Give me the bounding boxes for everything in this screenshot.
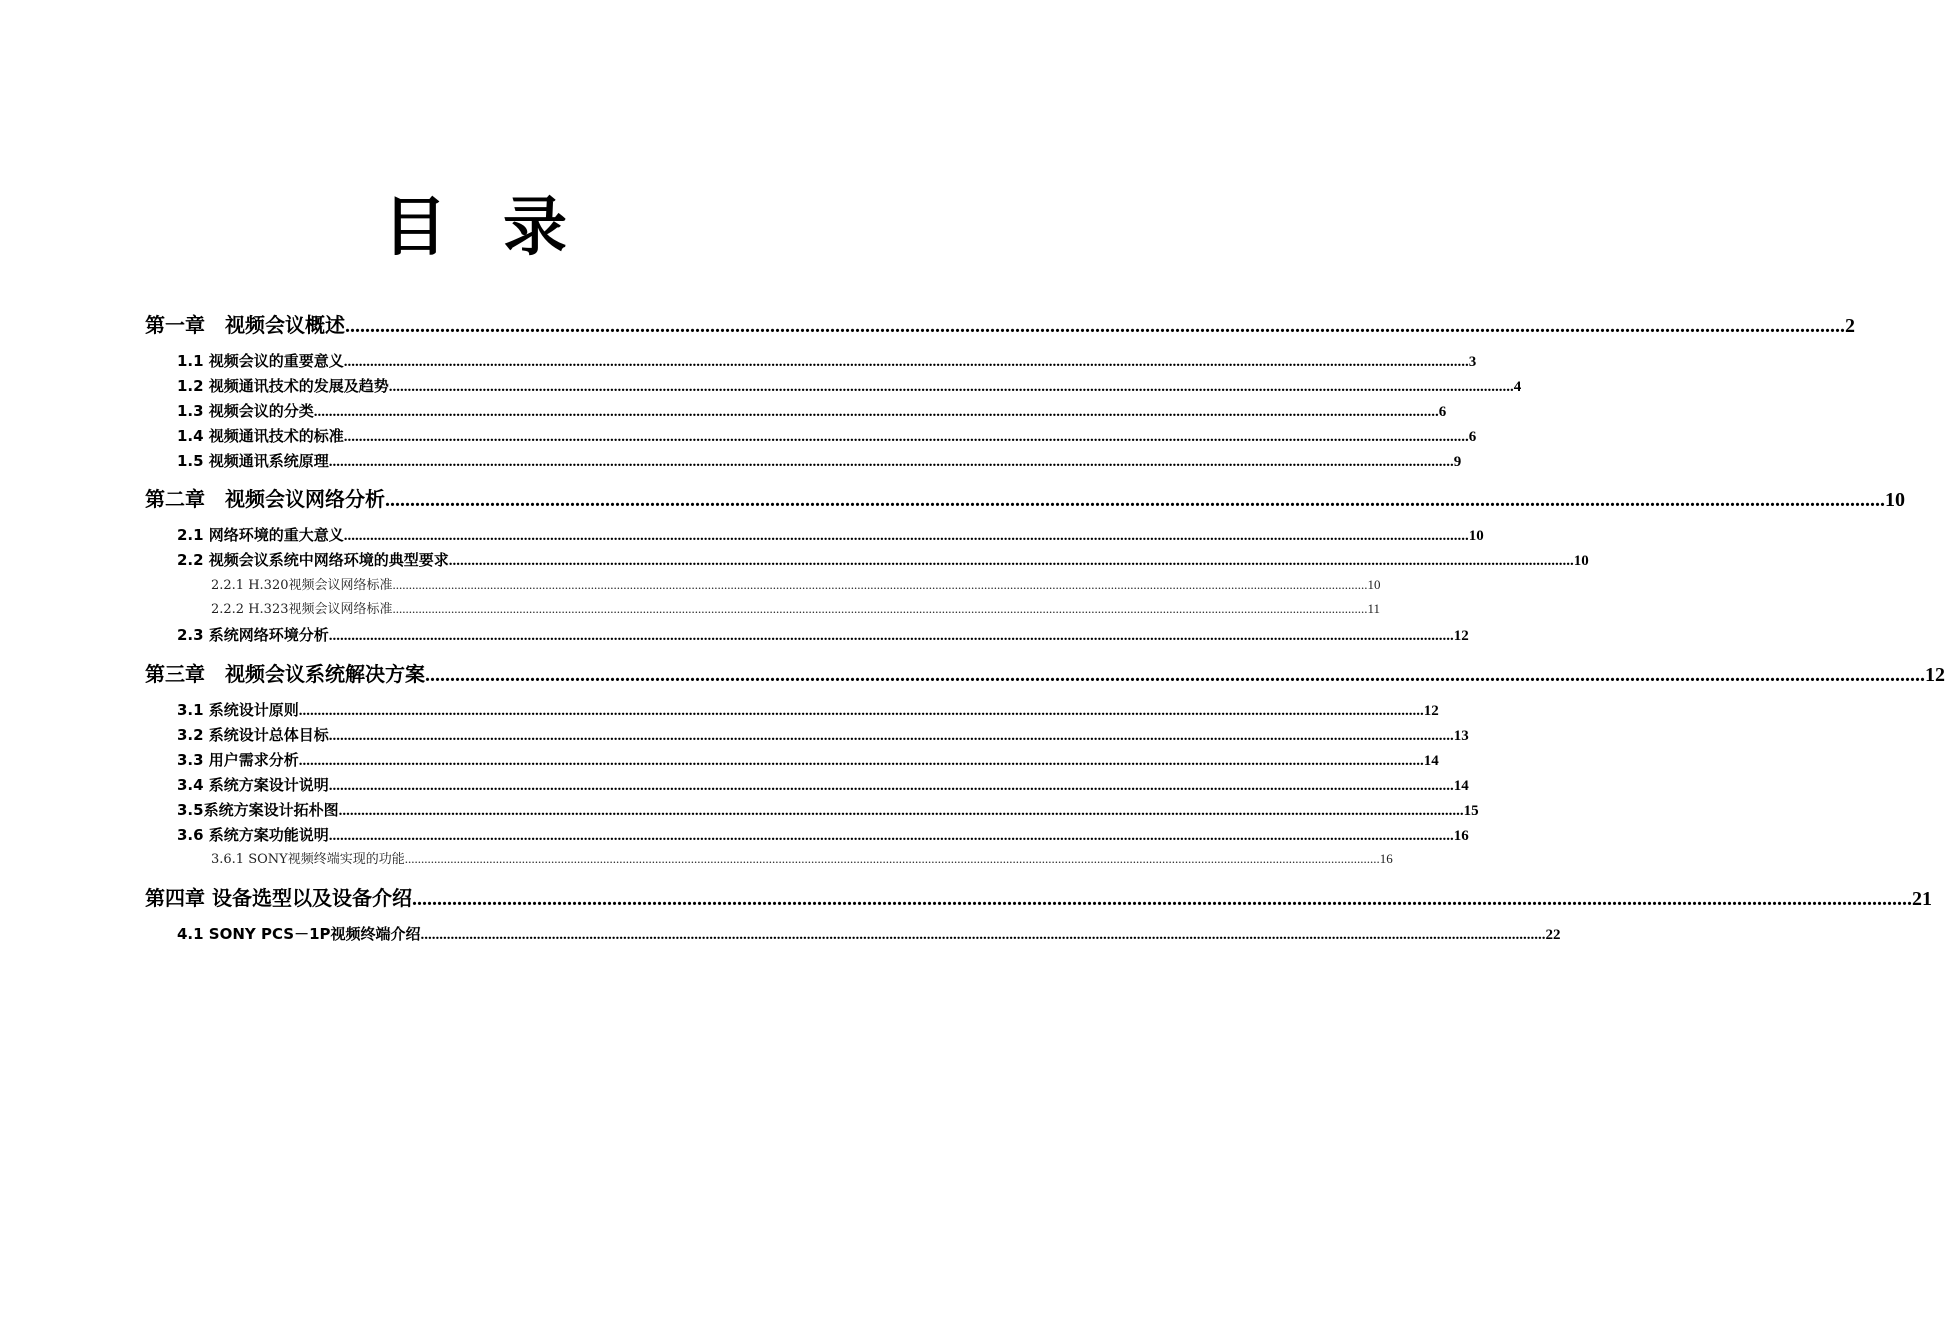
- toc-entry-label: 3.4 系统方案设计说明: [177, 776, 329, 794]
- toc-entry-page-number: 2: [1845, 315, 1855, 337]
- toc-entry-label: 3.5系统方案设计拓朴图: [177, 801, 339, 819]
- toc-leader-dots: ............................................................................................................................................................................................................................................................................................................: [385, 489, 1885, 511]
- toc-leader-dots: ............................................................................................................................................................................................................................................................................................................: [343, 528, 1469, 544]
- toc-entry-label: 3.2 系统设计总体目标: [177, 726, 329, 744]
- toc-entry-label: 1.1 视频会议的重要意义: [177, 352, 344, 370]
- toc-entry-label: 3.1 系统设计原则: [177, 701, 299, 719]
- toc-entry-page-number: 22: [1545, 927, 1561, 943]
- toc-leader-dots: ............................................................................................................................................................................................................................................................................................................: [411, 888, 1912, 910]
- toc-entry-level-2[interactable]: [177, 823, 1469, 847]
- toc-leader-dots: ............................................................................................................................................................................................................................................................................................................: [404, 851, 1380, 866]
- toc-leader-dots: ............................................................................................................................................................................................................................................................................................................: [388, 379, 1514, 395]
- toc-entry-label: 2.1 网络环境的重大意义: [177, 526, 344, 544]
- toc-entry-level-2[interactable]: [177, 798, 1479, 822]
- toc-entry-page-number: 6: [1468, 429, 1477, 445]
- toc-entry-label: 3.3 用户需求分析: [177, 751, 299, 769]
- toc-entry-label: 第二章 视频会议网络分析: [145, 487, 385, 511]
- toc-entry-level-1[interactable]: [145, 883, 1932, 913]
- toc-entry-level-2[interactable]: [177, 748, 1439, 772]
- toc-entry-level-2[interactable]: [177, 349, 1477, 373]
- toc-entry-page-number: 10: [1367, 577, 1381, 592]
- toc-entry-level-2[interactable]: [177, 723, 1469, 747]
- toc-entry-level-2[interactable]: [177, 374, 1522, 398]
- toc-entry-level-1[interactable]: [145, 310, 1855, 340]
- toc-entry-label: 3.6.1 SONY视频终端实现的功能: [211, 852, 405, 867]
- toc-entry-page-number: 15: [1463, 803, 1479, 819]
- toc-leader-dots: ............................................................................................................................................................................................................................................................................................................: [328, 828, 1454, 844]
- toc-entry-page-number: 11: [1367, 601, 1381, 616]
- toc-entry-label: 1.3 视频会议的分类: [177, 402, 314, 420]
- toc-entry-label: 2.3 系统网络环境分析: [177, 626, 329, 644]
- toc-entry-page-number: 9: [1453, 454, 1462, 470]
- toc-entry-page-number: 10: [1573, 553, 1589, 569]
- toc-entry-page-number: 10: [1885, 489, 1905, 511]
- toc-entry-page-number: 21: [1911, 888, 1932, 910]
- toc-entry-level-2[interactable]: [177, 623, 1469, 647]
- toc-entry-label: 第一章 视频会议概述: [145, 313, 345, 337]
- toc-entry-label: 1.5 视频通讯系统原理: [177, 452, 329, 470]
- toc-leader-dots: ............................................................................................................................................................................................................................................................................................................: [338, 803, 1464, 819]
- toc-entry-label: 2.2.1 H.320视频会议网络标准: [211, 578, 393, 593]
- toc-entry-label: 第四章 设备选型以及设备介绍: [145, 886, 412, 910]
- toc-entry-level-2[interactable]: [177, 449, 1462, 473]
- toc-leader-dots: ............................................................................................................................................................................................................................................................................................................: [313, 404, 1439, 420]
- toc-entry-page-number: 3: [1468, 354, 1477, 370]
- toc-leader-dots: ............................................................................................................................................................................................................................................................................................................: [343, 429, 1469, 445]
- toc-entry-page-number: 10: [1468, 528, 1484, 544]
- toc-leader-dots: ............................................................................................................................................................................................................................................................................................................: [298, 703, 1424, 719]
- toc-entry-level-2[interactable]: [177, 773, 1469, 797]
- toc-entry-label: 第三章 视频会议系统解决方案: [145, 662, 425, 686]
- toc-leader-dots: ............................................................................................................................................................................................................................................................................................................: [328, 628, 1454, 644]
- toc-entry-page-number: 14: [1423, 753, 1439, 769]
- toc-leader-dots: ............................................................................................................................................................................................................................................................................................................: [425, 664, 1925, 686]
- toc-entry-label: 3.6 系统方案功能说明: [177, 826, 329, 844]
- toc-entry-page-number: 12: [1925, 664, 1945, 686]
- toc-entry-level-3[interactable]: [211, 848, 1393, 870]
- toc-leader-dots: ............................................................................................................................................................................................................................................................................................................: [420, 927, 1546, 943]
- toc-entry-label: 4.1 SONY PCS－1P视频终端介绍: [177, 925, 421, 943]
- toc-title-char: 录: [503, 191, 567, 265]
- toc-title: [0, 188, 950, 268]
- toc-entry-level-3[interactable]: [211, 574, 1381, 596]
- toc-entry-level-1[interactable]: [145, 484, 1905, 514]
- toc-leader-dots: ............................................................................................................................................................................................................................................................................................................: [328, 728, 1454, 744]
- toc-entry-level-3[interactable]: [211, 598, 1381, 620]
- toc-title-char: 目: [383, 191, 447, 265]
- toc-leader-dots: ............................................................................................................................................................................................................................................................................................................: [298, 753, 1424, 769]
- toc-leader-dots: ............................................................................................................................................................................................................................................................................................................: [343, 354, 1469, 370]
- toc-leader-dots: ............................................................................................................................................................................................................................................................................................................: [392, 577, 1368, 592]
- toc-entry-page-number: 13: [1453, 728, 1469, 744]
- toc-entry-level-2[interactable]: [177, 922, 1561, 946]
- toc-entry-label: 1.2 视频通讯技术的发展及趋势: [177, 377, 389, 395]
- toc-leader-dots: ............................................................................................................................................................................................................................................................................................................: [345, 315, 1845, 337]
- toc-entry-page-number: 6: [1438, 404, 1447, 420]
- toc-entry-page-number: 16: [1453, 828, 1469, 844]
- toc-entry-label: 1.4 视频通讯技术的标准: [177, 427, 344, 445]
- toc-entry-level-2[interactable]: [177, 424, 1477, 448]
- toc-leader-dots: ............................................................................................................................................................................................................................................................................................................: [448, 553, 1574, 569]
- toc-entry-page-number: 16: [1379, 851, 1393, 866]
- toc-entry-level-2[interactable]: [177, 548, 1589, 572]
- toc-entry-level-2[interactable]: [177, 399, 1447, 423]
- toc-entry-label: 2.2 视频会议系统中网络环境的典型要求: [177, 551, 449, 569]
- toc-leader-dots: ............................................................................................................................................................................................................................................................................................................: [328, 778, 1454, 794]
- toc-entry-level-1[interactable]: [145, 659, 1945, 689]
- toc-entry-label: 2.2.2 H.323视频会议网络标准: [211, 602, 393, 617]
- toc-entry-level-2[interactable]: [177, 698, 1439, 722]
- toc-leader-dots: ............................................................................................................................................................................................................................................................................................................: [392, 601, 1368, 616]
- toc-entry-page-number: 12: [1453, 628, 1469, 644]
- toc-entry-level-2[interactable]: [177, 523, 1484, 547]
- toc-entry-page-number: 4: [1513, 379, 1522, 395]
- toc-entry-page-number: 12: [1423, 703, 1439, 719]
- toc-entry-page-number: 14: [1453, 778, 1469, 794]
- toc-leader-dots: ............................................................................................................................................................................................................................................................................................................: [328, 454, 1454, 470]
